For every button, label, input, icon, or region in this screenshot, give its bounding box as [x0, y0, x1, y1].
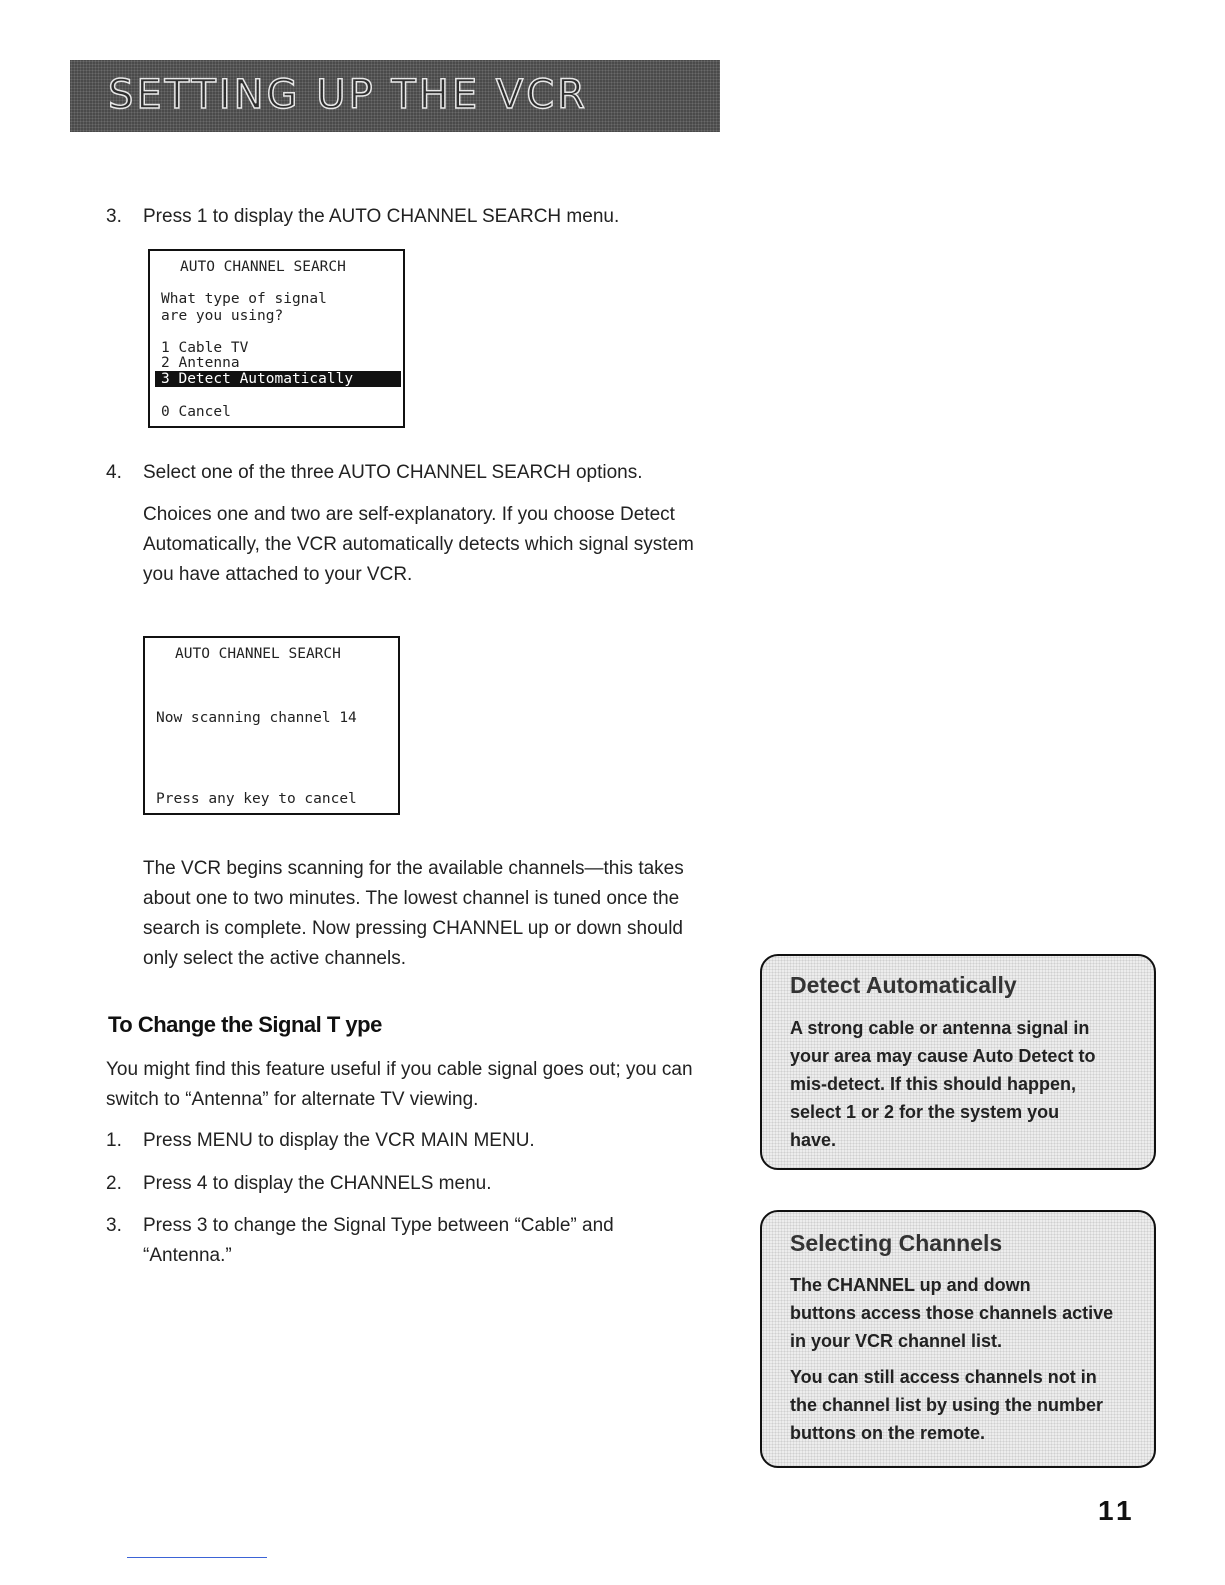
step-text: Press 1 to display the AUTO CHANNEL SEARCH menu. [143, 206, 620, 227]
step-text-continued: “Antenna.” [143, 1245, 232, 1266]
scanning-paragraph [143, 854, 684, 974]
paragraph-line: The VCR begins scanning for the available channels—this takes [143, 858, 684, 879]
sidebar-detect-automatically [760, 954, 1156, 1170]
explanation-paragraph [143, 500, 694, 590]
sidebar-line: in your VCR channel list. [790, 1331, 1003, 1351]
step-text: Press 3 to change the Signal Type between “Cable” and [143, 1215, 614, 1236]
cancel-instruction: Press any key to cancel [156, 791, 357, 807]
sidebar-line: You can still access channels not in [790, 1367, 1097, 1387]
screen-title: AUTO CHANNEL SEARCH [180, 259, 346, 275]
chapter-title: SETTING UP THE VCR [108, 72, 588, 118]
sidebar-line: your area may cause Auto Detect to [790, 1046, 1096, 1066]
sidebar-line: buttons access those channels active [790, 1303, 1114, 1323]
paragraph-line: only select the active channels. [143, 948, 406, 969]
step-number: 3. [106, 1215, 122, 1236]
sidebar-title: Detect Automatically [790, 972, 1017, 998]
sidebar-line: A strong cable or antenna signal in [790, 1018, 1090, 1038]
sidebar-title: Selecting Channels [790, 1230, 1003, 1256]
sidebar-line: the channel list by using the number [790, 1395, 1104, 1415]
step-text: Select one of the three AUTO CHANNEL SEARCH options. [143, 462, 643, 483]
sidebar-line: mis-detect. If this should happen, [790, 1074, 1077, 1094]
step-number: 1. [106, 1130, 122, 1151]
sidebar-line: select 1 or 2 for the system you [790, 1102, 1060, 1122]
chapter-header-bar [70, 60, 720, 132]
menu-option-cable-tv: 1 Cable TV [161, 340, 249, 356]
scanning-status: Now scanning channel 14 [156, 710, 357, 726]
sidebar-line: The CHANNEL up and down [790, 1275, 1031, 1295]
menu-option-cancel: 0 Cancel [161, 404, 231, 420]
paragraph-line: Choices one and two are self-explanatory. If you choose Detect [143, 504, 675, 525]
page-number: 11 [1098, 1495, 1136, 1526]
menu-option-detect-automatically-highlighted: 3 Detect Automatically [155, 371, 401, 387]
screen-title: AUTO CHANNEL SEARCH [175, 646, 341, 662]
scanning-screen [143, 636, 400, 815]
sidebar-line: buttons on the remote. [790, 1423, 985, 1443]
footer-rule [127, 1557, 267, 1558]
screen-question-line2: are you using? [161, 308, 284, 324]
step-text: Press 4 to display the CHANNELS menu. [143, 1173, 492, 1194]
step-text: Press MENU to display the VCR MAIN MENU. [143, 1130, 535, 1151]
section-heading: To Change the Signal T ype [108, 1012, 382, 1037]
step-number: 4. [106, 462, 122, 483]
paragraph-line: You might find this feature useful if you cable signal goes out; you can [106, 1059, 693, 1080]
section-intro [106, 1055, 693, 1115]
paragraph-line: about one to two minutes. The lowest channel is tuned once the [143, 888, 680, 909]
paragraph-line: switch to “Antenna” for alternate TV viewing. [106, 1089, 479, 1110]
sidebar-line: have. [790, 1130, 837, 1150]
auto-channel-search-menu-screen [148, 249, 405, 428]
paragraph-line: you have attached to your VCR. [143, 564, 413, 585]
screen-question-line1: What type of signal [161, 291, 327, 307]
step-number: 3. [106, 206, 122, 227]
step-number: 2. [106, 1173, 122, 1194]
sidebar-selecting-channels [760, 1210, 1156, 1468]
paragraph-line: search is complete. Now pressing CHANNEL up or down should [143, 918, 683, 939]
paragraph-line: Automatically, the VCR automatically detects which signal system [143, 534, 694, 555]
menu-option-antenna: 2 Antenna [161, 355, 240, 371]
